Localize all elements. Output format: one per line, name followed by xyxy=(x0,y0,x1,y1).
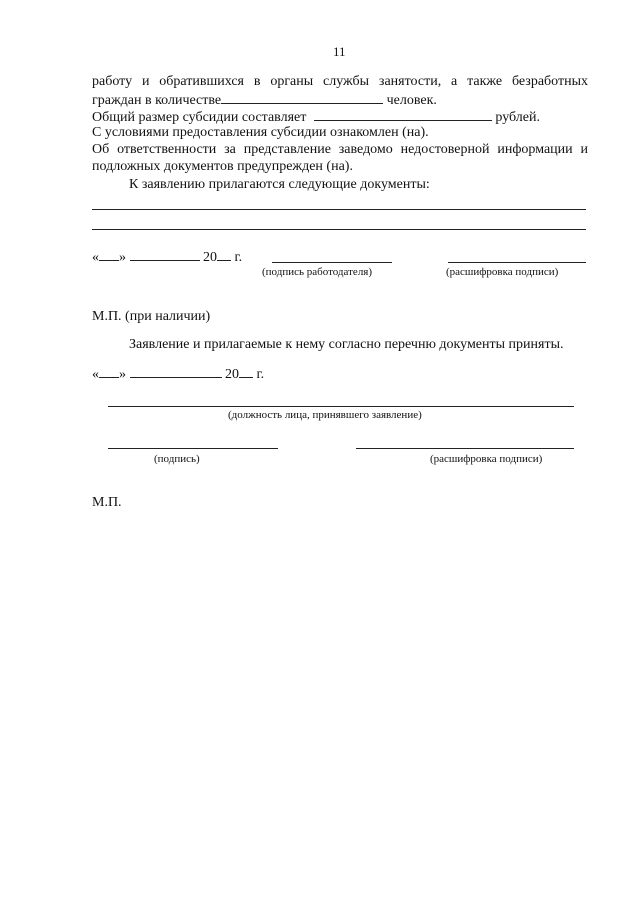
stamp-note: М.П. (при наличии) xyxy=(92,309,211,324)
subsidy-label: Общий размер субсидии составляет xyxy=(92,110,307,125)
attachment-line xyxy=(92,209,586,210)
employer-signature-line xyxy=(272,262,392,263)
year-blank xyxy=(217,248,231,261)
signature-line xyxy=(108,448,278,449)
year-blank xyxy=(239,365,253,378)
stamp-note: М.П. xyxy=(92,495,122,510)
signature-caption: (подпись) xyxy=(154,453,200,465)
year-prefix: 20 xyxy=(225,367,239,382)
date-open-quote: « xyxy=(92,250,99,265)
date-open-quote: « xyxy=(92,367,99,382)
applicant-count-unit: человек. xyxy=(386,93,437,108)
responsibility-line: подложных документов предупрежден (на). xyxy=(92,159,353,174)
subsidy-amount-blank xyxy=(314,108,492,121)
year-prefix: 20 xyxy=(203,250,217,265)
attachment-line xyxy=(92,229,586,230)
position-caption: (должность лица, принявшего заявление) xyxy=(228,409,422,421)
subsidy-line xyxy=(92,108,540,126)
month-blank xyxy=(130,365,222,378)
page-number: 11 xyxy=(333,44,346,59)
position-line xyxy=(108,406,574,407)
date-close-quote: » xyxy=(119,250,126,265)
applicant-count-label: граждан в количестве xyxy=(92,93,222,108)
year-suffix: г. xyxy=(234,250,243,265)
applicant-count-blank xyxy=(221,91,383,104)
responsibility-line: Об ответственности за представление заведомо недостоверной информации и xyxy=(92,142,588,157)
paragraph-line: работу и обратившихся в органы службы занятости, а также безработных xyxy=(92,74,588,89)
month-blank xyxy=(130,248,200,261)
signature-decode-caption: (расшифровка подписи) xyxy=(430,453,543,465)
day-blank xyxy=(99,365,119,378)
employer-signature-caption: (подпись работодателя) xyxy=(262,266,373,278)
accepted-statement: Заявление и прилагаемые к нему согласно перечню документы приняты. xyxy=(129,337,564,352)
date-line xyxy=(92,248,242,266)
conditions-acknowledgement: С условиями предоставления субсидии ознакомлен (на). xyxy=(92,125,429,140)
year-suffix: г. xyxy=(256,367,265,382)
signature-decode-line xyxy=(356,448,574,449)
signature-decode-line xyxy=(448,262,586,263)
applicant-count-line xyxy=(92,91,437,109)
day-blank xyxy=(99,248,119,261)
signature-decode-caption: (расшифровка подписи) xyxy=(446,266,559,278)
subsidy-unit: рублей. xyxy=(495,110,540,125)
date-close-quote: » xyxy=(119,367,126,382)
attachments-heading: К заявлению прилагаются следующие документы: xyxy=(129,177,430,192)
date-line xyxy=(92,365,264,383)
